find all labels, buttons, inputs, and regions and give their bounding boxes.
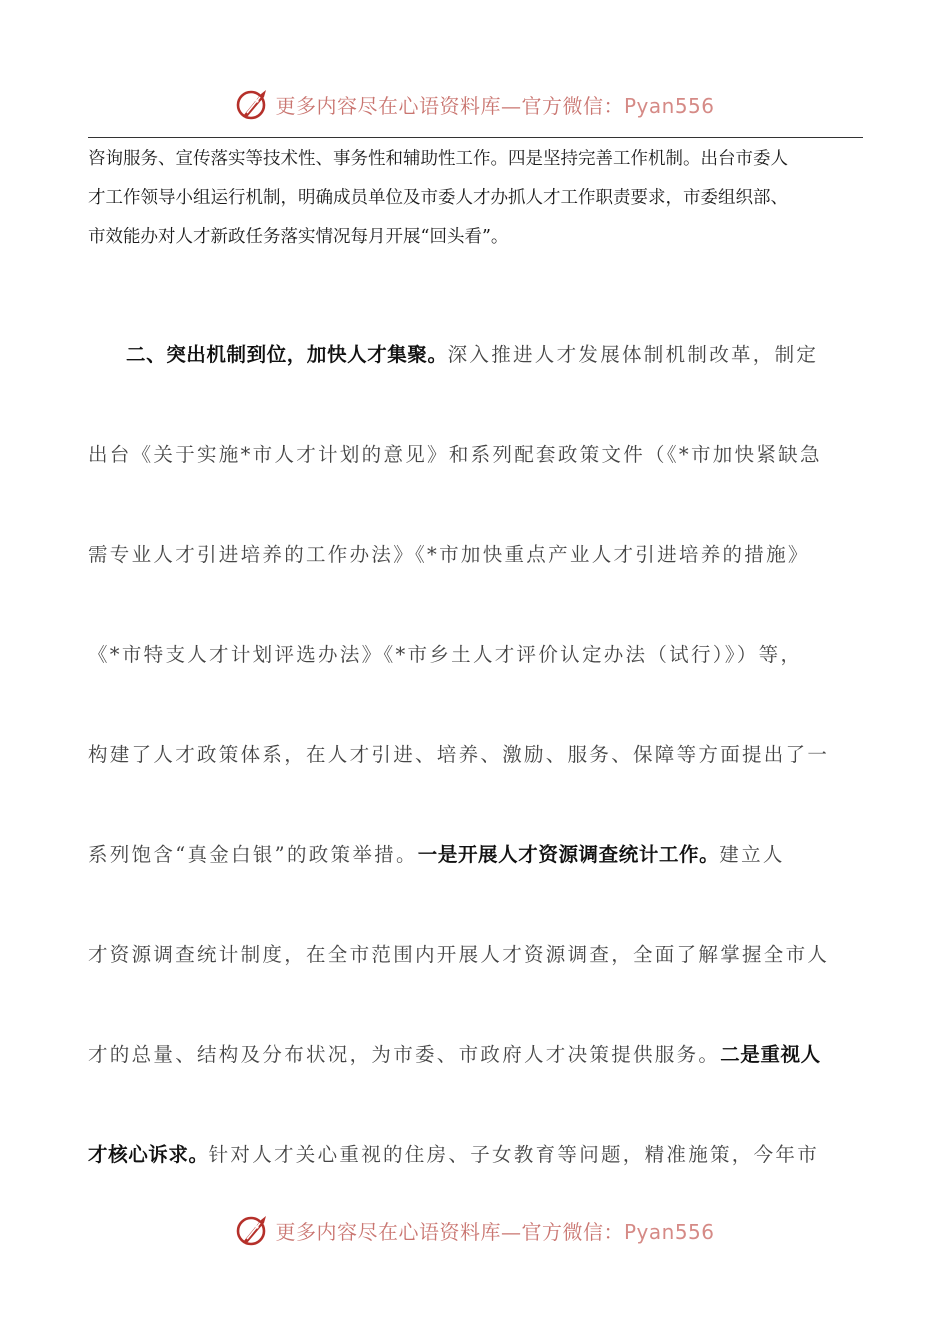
text-line: 咨询服务、宣传落实等技术性、事务性和辅助性工作。四是坚持完善工作机制。出台市委人 — [88, 149, 788, 169]
banner-text: 更多内容尽在心语资料库—官方微信：Pyan556 — [275, 1219, 715, 1244]
pen-nib-circle-icon — [235, 86, 271, 122]
text-line: 才工作领导小组运行机制，明确成员单位及市委人才办抓人才工作职责要求，市委组织部、 — [88, 188, 788, 208]
text-line: 才核心诉求。针对人才关心重视的住房、子女教育等问题，精准施策，今年市 — [88, 1143, 820, 1166]
bold-point-one: 一是开展人才资源调查统计工作。 — [417, 843, 720, 866]
bold-point-two-cont: 才核心诉求。 — [88, 1143, 209, 1166]
paragraph-section-two — [88, 305, 863, 1205]
paragraph-continuation — [88, 140, 863, 257]
text-line: 市效能办对人才新政任务落实情况每月开展“回头看”。 — [88, 227, 509, 247]
header-divider — [88, 137, 863, 138]
wechat-id: Pyan556 — [623, 93, 715, 118]
header-banner — [0, 82, 950, 126]
banner-text: 更多内容尽在心语资料库—官方微信：Pyan556 — [275, 93, 715, 118]
text-line: 《*市特支人才计划评选办法》《*市乡土人才评价认定办法（试行）》）等， — [88, 643, 803, 666]
bold-point-two: 二是重视人 — [720, 1043, 821, 1066]
text-line: 需专业人才引进培养的工作办法》《*市加快重点产业人才引进培养的措施》 — [88, 543, 810, 566]
footer-banner — [0, 1208, 950, 1252]
text-line: 才的总量、结构及分布状况，为市委、市政府人才决策提供服务。二是重视人 — [88, 1043, 821, 1066]
text-line: 构建了人才政策体系，在人才引进、培养、激励、服务、保障等方面提出了一 — [88, 743, 830, 766]
section-heading: 二、突出机制到位，加快人才集聚。 — [126, 343, 448, 366]
wechat-id: Pyan556 — [623, 1219, 715, 1244]
text-line: 出台《关于实施*市人才计划的意见》和系列配套政策文件（《*市加快紧缺急 — [88, 443, 822, 466]
text-line: 才资源调查统计制度，在全市范围内开展人才资源调查，全面了解掌握全市人 — [88, 943, 830, 966]
pen-nib-circle-icon — [235, 1212, 271, 1248]
text-line: 二、突出机制到位，加快人才集聚。深入推进人才发展体制机制改革，制定 — [126, 343, 819, 366]
text-line: 系列饱含“真金白银”的政策举措。一是开展人才资源调查统计工作。建立人 — [88, 843, 785, 866]
